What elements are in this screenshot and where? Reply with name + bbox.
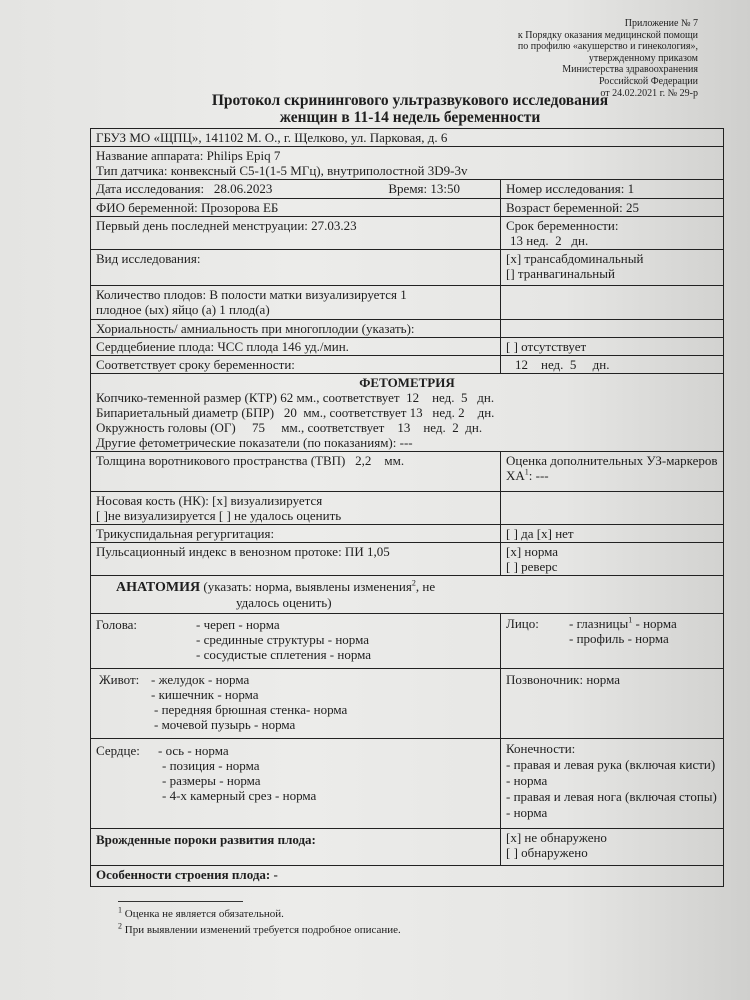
- footnote-divider: [118, 901, 243, 902]
- anatomy-note: (указать: норма, выявлены изменения: [200, 579, 412, 594]
- defects-not-found: [x] не обнаружено: [506, 830, 607, 845]
- limbs-cell: [501, 739, 723, 828]
- markers-cell: [501, 452, 723, 491]
- footnote-number: 1: [118, 905, 122, 915]
- heartbeat: Сердцебиение плода: ЧСС плода 146 уд./мин.: [91, 338, 501, 355]
- limbs-label: Конечности:: [506, 741, 576, 756]
- footnote-number: 2: [118, 921, 122, 931]
- anatomy-item: - сосудистые сплетения - норма: [196, 647, 372, 662]
- term-value: 13 нед. 2 дн.: [510, 233, 589, 248]
- anatomy-item: - глазницы: [569, 616, 629, 631]
- fetometry-hc: Окружность головы (ОГ) 75 мм., соответствует 13 нед. 2 дн.: [96, 420, 483, 435]
- exam-type-options: [501, 250, 723, 285]
- anatomy-item: - размеры - норма: [162, 773, 261, 788]
- exam-type-label: Вид исследования:: [91, 250, 501, 285]
- annex-line: от 24.02.2021 г. № 29-р: [600, 87, 698, 99]
- annex-line: по профилю «акушерство и гинекология»,: [517, 41, 698, 53]
- empty-cell: [501, 320, 723, 337]
- markers-value: : ---: [528, 468, 549, 483]
- text-line: [ ]не визуализируется [ ] не удалось оценить: [96, 508, 342, 523]
- text-line: Количество плодов: В полости матки визуализируется 1: [96, 287, 407, 302]
- nasal-bone: [91, 492, 501, 524]
- tricuspid-label: Трикуспидальная регургитация:: [91, 525, 501, 542]
- anatomy-item: - ось - норма: [158, 743, 229, 758]
- document-title: [90, 92, 730, 126]
- annex-header: [518, 18, 698, 99]
- anatomy-item: - мочевой пузырь - норма: [154, 717, 296, 732]
- pi-reverse: [ ] реверс: [506, 559, 558, 574]
- face-items: [569, 616, 718, 667]
- anatomy-item: - правая и левая нога (включая стопы) - норма: [506, 789, 717, 820]
- defects-options: [501, 829, 723, 865]
- pi-normal: [x] норма: [506, 544, 559, 559]
- head-items: [196, 617, 495, 667]
- annex-line: Российской Федерации: [598, 75, 698, 87]
- empty-cell: [501, 492, 723, 524]
- title-line: женщин в 11-14 недель беременности: [279, 109, 541, 126]
- empty-cell: [501, 286, 723, 319]
- fetometry-crl: Копчико-теменной размер (КТР) 62 мм., соответствует 12 нед. 5 дн.: [96, 390, 495, 405]
- fetometry-section: [91, 374, 723, 451]
- exam-date-cell: [91, 180, 501, 198]
- term-label: Срок беременности:: [506, 218, 619, 233]
- head-cell: [91, 614, 501, 668]
- title-line: Протокол скринингового ультразвукового исследования: [211, 92, 609, 109]
- corresponds-label: Соответствует сроку беременности:: [91, 356, 501, 373]
- exam-time: Время: 13:50: [388, 181, 460, 196]
- heartbeat-absent: [ ] отсутствует: [506, 339, 587, 354]
- head-label: Голова:: [96, 617, 138, 632]
- fetometry-heading: ФЕТОМЕТРИЯ: [359, 375, 455, 390]
- patient-name: ФИО беременной: Прозорова ЕБ: [91, 199, 501, 216]
- exam-date: Дата исследования: 28.06.2023: [96, 181, 273, 196]
- anatomy-item: - срединные структуры - норма: [196, 632, 370, 647]
- abdomen-items: [151, 672, 495, 737]
- abdomen-label: Живот:: [99, 672, 140, 687]
- heart-label: Сердце:: [96, 743, 140, 758]
- protocol-table: [90, 128, 724, 887]
- anatomy-item: - 4-х камерный срез - норма: [162, 788, 317, 803]
- pi-options: [501, 543, 723, 575]
- footnote-ref: 1: [524, 467, 529, 477]
- anatomy-item: - череп - норма: [196, 617, 280, 632]
- anatomy-item: - желудок - норма: [151, 672, 250, 687]
- fetometry-bpd: Бипариетальный диаметр (БПР) 20 мм., соответствует 13 нед. 2 дн.: [96, 405, 495, 420]
- defects-label: Врожденные пороки развития плода:: [91, 829, 501, 865]
- defects-found: [ ] обнаружено: [506, 845, 588, 860]
- annex-line: утвержденному приказом: [588, 52, 698, 64]
- nuchal-translucency: Толщина воротникового пространства (ТВП) 2,2 мм.: [91, 452, 501, 491]
- anatomy-item-value: - норма: [632, 616, 677, 631]
- option-transabdominal: [x] трансабдоминальный: [506, 251, 644, 266]
- fetus-count: [91, 286, 501, 319]
- device-info: [91, 147, 723, 179]
- footnote-text: Оценка не является обязательной.: [122, 908, 284, 920]
- chorionicity: Хориальность/ амниальность при многоплодии (указать):: [91, 320, 501, 337]
- anatomy-item: - передняя брюшная стенка- норма: [154, 702, 348, 717]
- fetometry-other: Другие фетометрические показатели (по показаниям): ---: [96, 435, 413, 450]
- heart-items: [158, 743, 495, 827]
- annex-line: Министерства здравоохранения: [562, 64, 698, 76]
- abdomen-cell: [91, 669, 501, 738]
- heart-cell: [91, 739, 501, 828]
- lmp: Первый день последней менструации: 27.03.23: [91, 217, 501, 249]
- footnote-ref: 2: [411, 578, 416, 588]
- footnote-text: При выявлении изменений требуется подробное описание.: [122, 924, 401, 936]
- footnote: [118, 906, 724, 922]
- face-cell: [501, 614, 723, 668]
- device-name: Название аппарата: Philips Epiq 7: [96, 148, 281, 163]
- corresponds-value: 12 нед. 5 дн.: [515, 357, 610, 372]
- annex-line: Приложение № 7: [624, 18, 698, 29]
- anatomy-item: - правая и левая рука (включая кисти) - норма: [506, 757, 716, 788]
- footnote: [118, 922, 724, 938]
- term-cell: [501, 217, 723, 249]
- anatomy-item: - профиль - норма: [569, 631, 669, 646]
- anatomy-note: удалось оценить): [236, 595, 332, 610]
- anatomy-item: - позиция - норма: [162, 758, 260, 773]
- annex-line: к Порядку оказания медицинской помощи: [517, 29, 698, 41]
- probe-type: Тип датчика: конвексный С5-1(1-5 МГц), внутриполостной 3D9-3v: [96, 163, 468, 178]
- option-transvaginal: [] транвагинальный: [506, 266, 615, 281]
- structure-features: Особенности строения плода: -: [96, 867, 278, 882]
- exam-number: Номер исследования: 1: [506, 181, 635, 196]
- pi-label: Пульсационный индекс в венозном протоке: ПИ 1,05: [91, 543, 501, 575]
- anatomy-item: - кишечник - норма: [151, 687, 259, 702]
- clinic: ГБУЗ МО «ЩПЦ», 141102 М. О., г. Щелково, ул. Парковая, д. 6: [96, 130, 448, 145]
- markers-label: Оценка дополнительных УЗ-маркеров ХА: [506, 453, 718, 483]
- footnote-ref: 1: [628, 615, 633, 625]
- text-line: Носовая кость (НК): [x] визуализируется: [96, 493, 323, 508]
- document-body: [90, 128, 724, 938]
- text-line: плодное (ых) яйцо (а) 1 плод(а): [96, 302, 270, 317]
- anatomy-title: АНАТОМИЯ: [116, 580, 201, 595]
- tricuspid-value: [ ] да [x] нет: [506, 526, 574, 541]
- anatomy-note: , не: [415, 579, 436, 594]
- patient-age: Возраст беременной: 25: [506, 200, 639, 215]
- face-label: Лицо:: [506, 616, 539, 631]
- anatomy-heading: [91, 576, 723, 613]
- spine: Позвоночник: норма: [506, 672, 620, 687]
